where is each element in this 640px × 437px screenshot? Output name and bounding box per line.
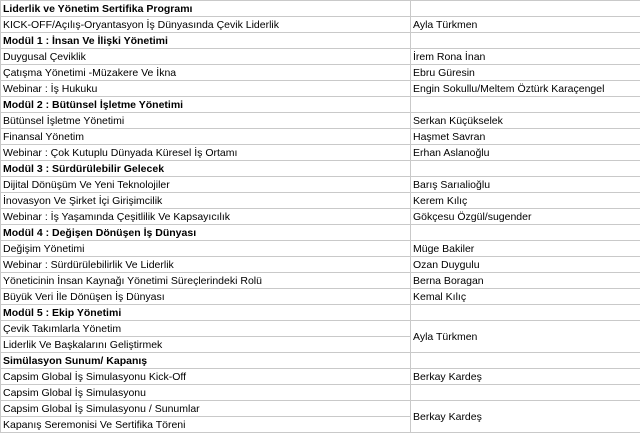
- table-row: [1, 177, 640, 193]
- section-header-row: [1, 161, 640, 177]
- session-title-cell[interactable]: Webinar : İş Hukuku: [1, 81, 411, 97]
- table-row: [1, 65, 640, 81]
- session-title-cell[interactable]: Webinar : Çok Kutuplu Dünyada Küresel İş Ortamı: [1, 145, 411, 161]
- speaker-cell[interactable]: Berna Boragan: [411, 273, 640, 289]
- speaker-cell[interactable]: [411, 305, 640, 321]
- table-row: [1, 17, 640, 33]
- session-title-cell[interactable]: Finansal Yönetim: [1, 129, 411, 145]
- session-title-cell[interactable]: Webinar : Sürdürülebilirlik Ve Liderlik: [1, 257, 411, 273]
- table-row: [1, 209, 640, 225]
- table-row: [1, 145, 640, 161]
- table-row: [1, 289, 640, 305]
- section-title-cell[interactable]: Modül 1 : İnsan Ve İlişki Yönetimi: [1, 33, 411, 49]
- speaker-cell[interactable]: [411, 225, 640, 241]
- speaker-cell[interactable]: Barış Sarıalioğlu: [411, 177, 640, 193]
- section-title-cell[interactable]: Modül 2 : Bütünsel İşletme Yönetimi: [1, 97, 411, 113]
- section-title-cell[interactable]: Modül 5 : Ekip Yönetimi: [1, 305, 411, 321]
- speaker-cell[interactable]: [411, 97, 640, 113]
- speaker-cell[interactable]: Serkan Küçükselek: [411, 113, 640, 129]
- session-title-cell[interactable]: Webinar : İş Yaşamında Çeşitlilik Ve Kapsayıcılık: [1, 209, 411, 225]
- section-title-cell[interactable]: Modül 4 : Değişen Dönüşen İş Dünyası: [1, 225, 411, 241]
- speaker-cell[interactable]: [411, 161, 640, 177]
- speaker-cell[interactable]: [411, 33, 640, 49]
- section-header-row: [1, 1, 640, 17]
- session-title-cell[interactable]: Çatışma Yönetimi -Müzakere Ve İkna: [1, 65, 411, 81]
- session-title-cell[interactable]: Dijital Dönüşüm Ve Yeni Teknolojiler: [1, 177, 411, 193]
- section-title-cell[interactable]: Modül 3 : Sürdürülebilir Gelecek: [1, 161, 411, 177]
- table-row: [1, 257, 640, 273]
- speaker-cell[interactable]: Berkay Kardeş: [411, 401, 640, 433]
- session-title-cell[interactable]: Çevik Takımlarla Yönetim: [1, 321, 411, 337]
- session-title-cell[interactable]: Değişim Yönetimi: [1, 241, 411, 257]
- section-header-row: [1, 33, 640, 49]
- session-title-cell[interactable]: Capsim Global İş Simulasyonu Kick-Off: [1, 369, 411, 385]
- section-title-cell[interactable]: Simülasyon Sunum/ Kapanış: [1, 353, 411, 369]
- speaker-cell[interactable]: Erhan Aslanoğlu: [411, 145, 640, 161]
- speaker-cell[interactable]: Ayla Türkmen: [411, 17, 640, 33]
- section-header-row: [1, 97, 640, 113]
- section-header-row: [1, 225, 640, 241]
- schedule-body: [1, 1, 640, 433]
- session-title-cell[interactable]: Bütünsel İşletme Yönetimi: [1, 113, 411, 129]
- speaker-cell[interactable]: [411, 353, 640, 369]
- session-title-cell[interactable]: Capsim Global İş Simulasyonu: [1, 385, 411, 401]
- table-row: [1, 113, 640, 129]
- table-row: [1, 241, 640, 257]
- session-title-cell[interactable]: Capsim Global İş Simulasyonu / Sunumlar: [1, 401, 411, 417]
- speaker-cell[interactable]: Müge Bakiler: [411, 241, 640, 257]
- speaker-cell[interactable]: Kemal Kılıç: [411, 289, 640, 305]
- speaker-cell[interactable]: İrem Rona İnan: [411, 49, 640, 65]
- session-title-cell[interactable]: Duygusal Çeviklik: [1, 49, 411, 65]
- table-row: [1, 193, 640, 209]
- session-title-cell[interactable]: İnovasyon Ve Şirket İçi Girişimcilik: [1, 193, 411, 209]
- session-title-cell[interactable]: KICK-OFF/Açılış-Oryantasyon İş Dünyasında Çevik Liderlik: [1, 17, 411, 33]
- section-title-cell[interactable]: Liderlik ve Yönetim Sertifika Programı: [1, 1, 411, 17]
- session-title-cell[interactable]: Liderlik Ve Başkalarını Geliştirmek: [1, 337, 411, 353]
- speaker-cell[interactable]: Gökçesu Özgül/sugender: [411, 209, 640, 225]
- speaker-cell[interactable]: Berkay Kardeş: [411, 369, 640, 385]
- table-row: [1, 129, 640, 145]
- section-header-row: [1, 353, 640, 369]
- table-row: [1, 321, 640, 337]
- speaker-cell[interactable]: Kerem Kılıç: [411, 193, 640, 209]
- table-row: [1, 49, 640, 65]
- session-title-cell[interactable]: Kapanış Seremonisi Ve Sertifika Töreni: [1, 417, 411, 433]
- table-row: [1, 369, 640, 385]
- table-row: [1, 401, 640, 417]
- speaker-cell[interactable]: Ebru Güresin: [411, 65, 640, 81]
- speaker-cell[interactable]: Engin Sokullu/Meltem Öztürk Karaçengel: [411, 81, 640, 97]
- table-row: [1, 385, 640, 401]
- table-row: [1, 81, 640, 97]
- section-header-row: [1, 305, 640, 321]
- speaker-cell[interactable]: Ayla Türkmen: [411, 321, 640, 353]
- speaker-cell[interactable]: Ozan Duygulu: [411, 257, 640, 273]
- table-row: [1, 273, 640, 289]
- speaker-cell[interactable]: [411, 385, 640, 401]
- speaker-cell[interactable]: Haşmet Savran: [411, 129, 640, 145]
- speaker-cell[interactable]: [411, 1, 640, 17]
- session-title-cell[interactable]: Büyük Veri İle Dönüşen İş Dünyası: [1, 289, 411, 305]
- session-title-cell[interactable]: Yöneticinin İnsan Kaynağı Yönetimi Süreçlerindeki Rolü: [1, 273, 411, 289]
